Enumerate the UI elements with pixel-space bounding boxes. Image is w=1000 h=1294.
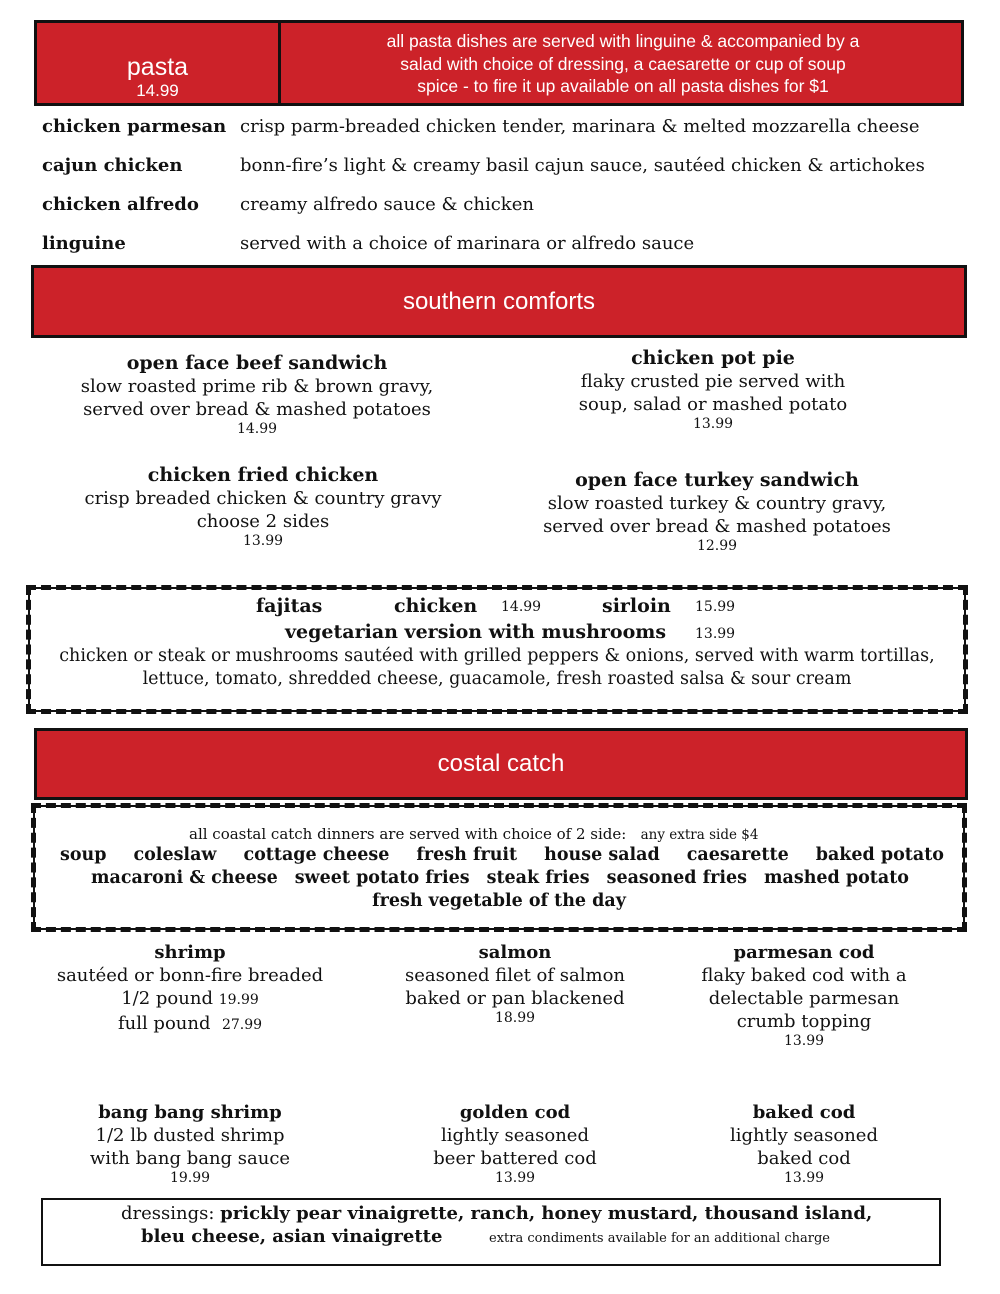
item-desc-line: flaky crusted pie served with bbox=[580, 371, 846, 392]
item-desc-line: slow roasted prime rib & brown gravy, bbox=[80, 376, 434, 397]
item-title: chicken fried chicken bbox=[147, 464, 379, 486]
pasta-item-name: cajun chicken bbox=[42, 155, 183, 176]
sides-intro: all coastal catch dinners are served with choice of 2 side: bbox=[189, 825, 627, 843]
pasta-item-name: linguine bbox=[42, 233, 126, 254]
pasta-item-name: chicken parmesan bbox=[42, 116, 227, 137]
item-title: salmon bbox=[478, 942, 552, 963]
item-price: 13.99 bbox=[783, 1033, 825, 1049]
side-option: mashed potato bbox=[763, 868, 909, 888]
shrimp-half-pound bbox=[40, 987, 340, 1012]
fajitas-desc-line: chicken or steak or mushrooms sautéed with grilled peppers & onions, served with warm tortillas, bbox=[59, 646, 935, 666]
pasta-note bbox=[285, 30, 961, 98]
menu-item-golden-cod bbox=[365, 1101, 665, 1187]
item-desc-line: lightly seasoned bbox=[730, 1125, 878, 1146]
side-option: fresh vegetable of the day bbox=[372, 891, 626, 911]
sides-intro-line bbox=[189, 825, 758, 843]
item-title: open face beef sandwich bbox=[126, 352, 388, 374]
item-desc-line: 1/2 lb dusted shrimp bbox=[95, 1125, 285, 1146]
item-price: 14.99 bbox=[236, 421, 278, 437]
item-price: 19.99 bbox=[169, 1170, 211, 1186]
menu-item-salmon bbox=[365, 941, 665, 1027]
pasta-price: 14.99 bbox=[136, 81, 179, 100]
item-desc-line: served over bread & mashed potatoes bbox=[543, 516, 891, 537]
side-option: cottage cheese bbox=[243, 845, 390, 865]
pasta-note-line: salad with choice of dressing, a caesarette or cup of soup bbox=[400, 53, 846, 74]
sides-row bbox=[91, 868, 909, 888]
pasta-item-desc: creamy alfredo sauce & chicken bbox=[240, 194, 534, 215]
southern-comforts-header: southern comforts bbox=[31, 265, 967, 338]
dressings-box bbox=[41, 1198, 941, 1266]
item-price: 13.99 bbox=[783, 1170, 825, 1186]
dressings-list-2: bleu cheese, asian vinaigrette bbox=[141, 1226, 443, 1247]
pasta-item-name: chicken alfredo bbox=[42, 194, 199, 215]
pasta-item-desc: crisp parm-breaded chicken tender, marinara & melted mozzarella cheese bbox=[240, 116, 920, 137]
fajitas-veg-price: 13.99 bbox=[695, 626, 736, 642]
item-desc-line: soup, salad or mashed potato bbox=[578, 394, 848, 415]
item-price: 18.99 bbox=[494, 1010, 536, 1026]
costal-catch-header: costal catch bbox=[34, 728, 968, 800]
side-option: coleslaw bbox=[133, 845, 217, 865]
item-price: 13.99 bbox=[494, 1170, 536, 1186]
item-price: 12.99 bbox=[696, 538, 738, 554]
pasta-title-box bbox=[37, 23, 281, 103]
item-desc-line: choose 2 sides bbox=[196, 511, 330, 532]
portion-label: full pound bbox=[117, 1013, 211, 1034]
pasta-title: pasta bbox=[126, 53, 189, 81]
item-desc-line: with bang bang sauce bbox=[89, 1148, 291, 1169]
extra-side-note: any extra side $4 bbox=[640, 827, 759, 843]
item-desc-line: flaky baked cod with a bbox=[701, 965, 907, 986]
dressings-line bbox=[121, 1203, 872, 1224]
condiments-note: extra condiments available for an additional charge bbox=[489, 1231, 830, 1246]
side-option: soup bbox=[60, 845, 107, 865]
pasta-item-desc: bonn-fire’s light & creamy basil cajun sauce, sautéed chicken & artichokes bbox=[240, 155, 925, 176]
fajitas-chicken-label: chicken bbox=[394, 595, 478, 617]
menu-item-shrimp bbox=[40, 941, 340, 1037]
fajitas-veg-label: vegetarian version with mushrooms bbox=[285, 621, 667, 643]
item-title: shrimp bbox=[154, 942, 226, 963]
fajitas-title: fajitas bbox=[256, 595, 323, 617]
dressings-list: prickly pear vinaigrette, ranch, honey mustard, thousand island, bbox=[220, 1203, 873, 1224]
item-title: bang bang shrimp bbox=[98, 1102, 282, 1123]
item-desc-line: slow roasted turkey & country gravy, bbox=[547, 493, 887, 514]
fajitas-desc-line: lettuce, tomato, shredded cheese, guacamole, fresh roasted salsa & sour cream bbox=[142, 669, 852, 689]
portion-label: 1/2 pound bbox=[121, 988, 213, 1009]
item-title: chicken pot pie bbox=[631, 347, 795, 369]
menu-item-parmesan-cod bbox=[654, 941, 954, 1050]
fajitas-chicken-price: 14.99 bbox=[501, 599, 542, 615]
shrimp-full-pound bbox=[40, 1012, 340, 1037]
item-desc-line: baked cod bbox=[757, 1148, 851, 1169]
pasta-note-line: all pasta dishes are served with linguine & accompanied by a bbox=[386, 31, 860, 51]
item-desc-line: crisp breaded chicken & country gravy bbox=[84, 488, 442, 509]
item-desc-line: baked or pan blackened bbox=[405, 988, 625, 1009]
menu-item-chicken-pot-pie bbox=[496, 347, 930, 433]
dressings-label: dressings: bbox=[121, 1203, 215, 1224]
item-title: golden cod bbox=[459, 1102, 571, 1123]
item-title: parmesan cod bbox=[733, 942, 875, 963]
fajitas-sirloin-price: 15.99 bbox=[695, 599, 736, 615]
item-price: 27.99 bbox=[221, 1017, 263, 1033]
item-price: 13.99 bbox=[692, 416, 734, 432]
menu-item-bang-bang-shrimp bbox=[40, 1101, 340, 1187]
menu-item-open-face-turkey bbox=[500, 469, 934, 555]
item-desc-line: delectable parmesan bbox=[708, 988, 900, 1009]
item-title: baked cod bbox=[752, 1102, 856, 1123]
pasta-item-desc: served with a choice of marinara or alfredo sauce bbox=[240, 233, 695, 254]
item-price: 19.99 bbox=[218, 992, 259, 1008]
item-desc-line: served over bread & mashed potatoes bbox=[83, 399, 431, 420]
sides-row bbox=[60, 845, 944, 865]
menu-item-open-face-beef bbox=[40, 352, 474, 438]
item-desc-line: sautéed or bonn-fire breaded bbox=[56, 965, 324, 986]
item-title: open face turkey sandwich bbox=[575, 469, 859, 491]
item-desc-line: seasoned filet of salmon bbox=[405, 965, 625, 986]
menu-item-chicken-fried-chicken bbox=[46, 464, 480, 550]
item-desc-line: lightly seasoned bbox=[441, 1125, 589, 1146]
side-option: sweet potato fries bbox=[294, 868, 470, 888]
side-option: fresh fruit bbox=[416, 845, 518, 865]
side-option: baked potato bbox=[815, 845, 944, 865]
pasta-header bbox=[34, 20, 964, 106]
item-desc-line: crumb topping bbox=[736, 1011, 872, 1032]
pasta-note-line: spice - to fire it up available on all pasta dishes for $1 bbox=[417, 76, 829, 96]
item-price: 13.99 bbox=[242, 533, 284, 549]
side-option: macaroni & cheese bbox=[91, 868, 278, 888]
side-option: house salad bbox=[544, 845, 660, 865]
item-desc-line: beer battered cod bbox=[433, 1148, 597, 1169]
side-option: seasoned fries bbox=[606, 868, 748, 888]
fajitas-desc bbox=[34, 645, 960, 691]
fajitas-sirloin-label: sirloin bbox=[602, 595, 671, 617]
side-option: caesarette bbox=[686, 845, 789, 865]
side-option: steak fries bbox=[486, 868, 590, 888]
menu-item-baked-cod bbox=[654, 1101, 954, 1187]
